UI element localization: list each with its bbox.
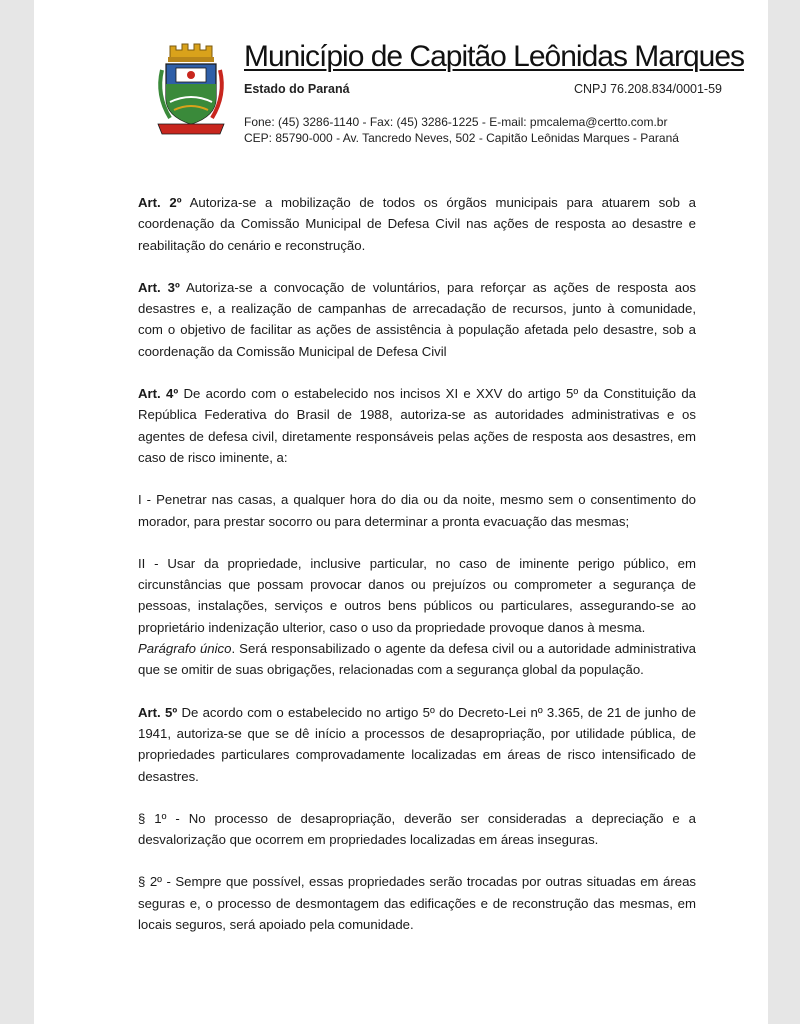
decree-body (138, 192, 696, 956)
article-label: Art. 3º (138, 279, 180, 295)
paragraph-2: § 2º - Sempre que possível, essas propriedades serão trocadas por outras situadas em áreas seguras e, o processo de desmontagem das edificações e de reconstrução das mesmas, em locais seguros, será apoiado pela comunidade. (138, 874, 696, 933)
article-label: Art. 4º (138, 386, 179, 402)
article-text: De acordo com o estabelecido no artigo 5º do Decreto-Lei nº 3.365, de 21 de junho de 1941, autoriza-se que se dê início a processos de desapropriação, por utilidade pública, de propriedades particulares comprovadamente localizadas em áreas de risco intensificado de desastres. (138, 704, 696, 784)
contact-line: Fone: (45) 3286-1140 - Fax: (45) 3286-1225 - E-mail: pmcalema@certto.com.br (244, 115, 668, 129)
article-text: De acordo com o estabelecido nos incisos XI e XXV do artigo 5º da Constituição da República Federativa do Brasil de 1988, autoriza-se as autoridades administrativas e os agentes de defesa civil, diretamente responsáveis pelas ações de resposta aos desastres, em caso de risco iminente, a: (138, 386, 696, 465)
inciso-2: II - Usar da propriedade, inclusive particular, no caso de iminente perigo público, em circunstâncias que possam provocar danos ou prejuízos ou comprometer a segurança de pessoas, instalações, serviços e outros bens públicos ou particulares, assegurando-se ao proprietário indenização ulterior, caso o uso da propriedade provoque danos à mesma. (138, 555, 696, 635)
cnpj-number: CNPJ 76.208.834/0001-59 (573, 82, 722, 96)
article-label: Art. 5º (138, 704, 178, 720)
paragraph-1: § 1º - No processo de desapropriação, deverão ser consideradas a depreciação e a desvalorização que ocorrem em propriedades localizadas em áreas inseguras. (138, 810, 696, 848)
paragrafo-unico (138, 638, 696, 681)
paragrafo-unico-label: Parágrafo único (138, 641, 232, 657)
article-text: Autoriza-se a mobilização de todos os órgãos municipais para atuarem sob a coordenação da Comissão Municipal de Defesa Civil nas ações de resposta ao desastre e reabilitação do cenário e reconstrução. (138, 195, 696, 253)
municipality-title: Município de Capitão Leônidas Marques (244, 40, 744, 73)
article-4 (138, 383, 696, 468)
letterhead (34, 0, 768, 160)
article-text: Autoriza-se a convocação de voluntários, para reforçar as ações de resposta aos desastres e, a realização de campanhas de arrecadação de recursos, junto à comunidade, com o objetivo de facilitar as ações de assistência à população afetada pelo desastre, sob a coordenação da Comissão Municipal de Defesa Civil (138, 279, 696, 359)
article-2 (138, 192, 696, 256)
article-3 (138, 277, 696, 362)
state-name: Estado do Paraná (244, 82, 350, 96)
address-line: CEP: 85790-000 - Av. Tancredo Neves, 502 - Capitão Leônidas Marques - Paraná (244, 131, 679, 145)
article-5 (138, 702, 696, 787)
inciso-1: I - Penetrar nas casas, a qualquer hora do dia ou da noite, mesmo sem o consentimento do morador, para prestar socorro ou para determinar a pronta evacuação das mesmas; (138, 492, 696, 529)
municipal-coat-of-arms-icon (152, 40, 230, 138)
paragrafo-unico-text: . Será responsabilizado o agente da defesa civil ou a autoridade administrativa que se omitir de suas obrigações, relacionadas com a segurança global da população. (138, 641, 696, 678)
article-label: Art. 2º (138, 195, 182, 210)
document-page (34, 0, 768, 1024)
